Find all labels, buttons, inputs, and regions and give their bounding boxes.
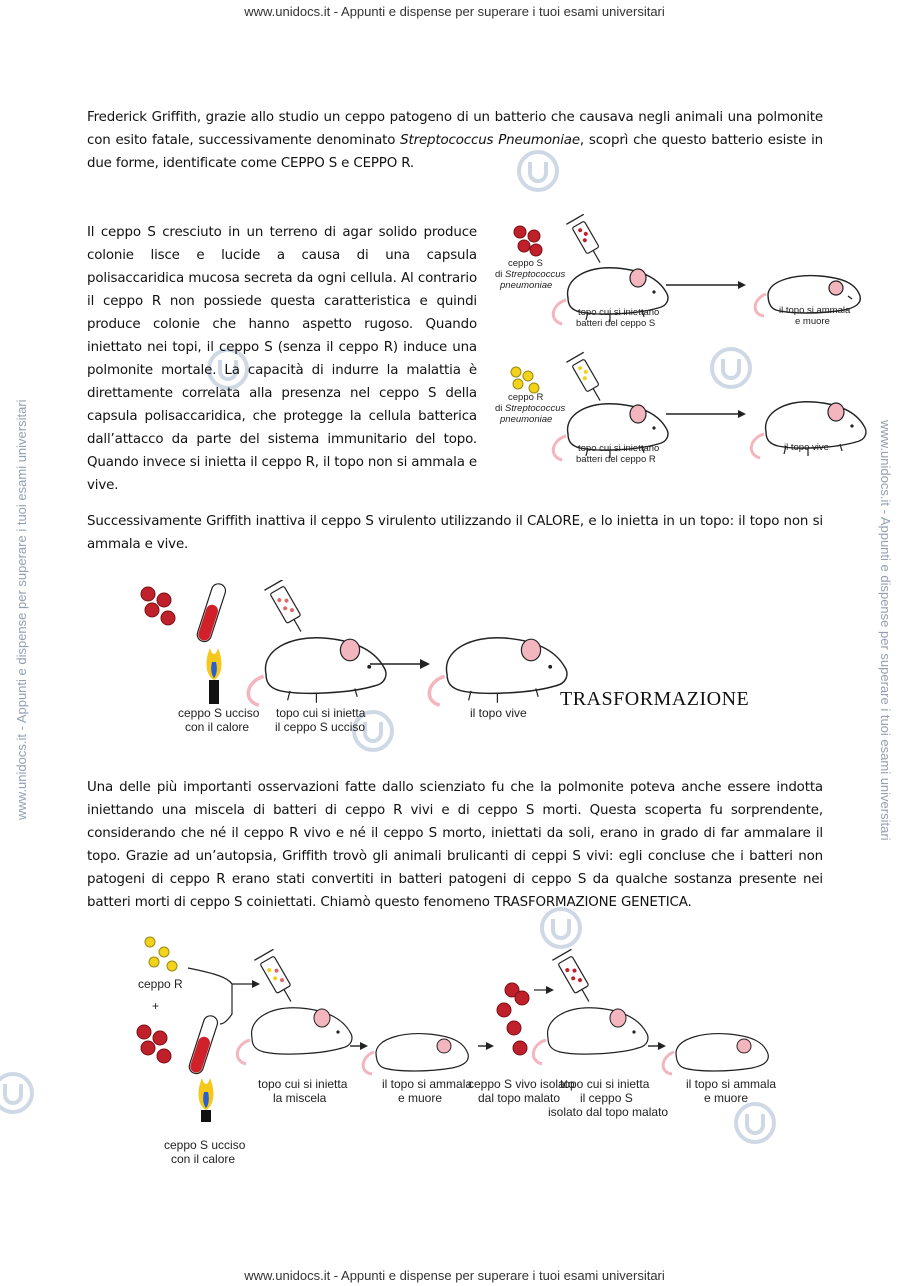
- killed-label-2: con il calore: [185, 720, 250, 734]
- transformation-paragraph: Una delle più importanti osservazioni fatte dallo scienziato fu che la polmonite poteva anche essere indotta iniettando una miscela di batteri di ceppo R vivi e di ceppo S morti. Questa scoperta fu sorprendente, considerando che né il ceppo R vivo e né il ceppo S morto, iniettati da soli, erano in grado di far ammalare il topo. Grazie ad un’autopsia, Griffith trovò gli animali brulicanti di ceppi S vivi: egli concluse che i batteri non patogeni di ceppo R erano stati convertiti in batteri patogeni di ceppo S da qualche sostanza presente nei batteri morti di ceppo S coiniettati. Chiamò questo fenomeno TRASFORMAZIONE GENETICA.: [87, 780, 823, 910]
- species-name: Streptococcus Pneumoniae: [400, 133, 580, 148]
- bracket-arrow-icon: [188, 968, 260, 1024]
- inject-label-2: il ceppo S ucciso: [275, 720, 366, 734]
- syringe-r-icon: [566, 352, 600, 400]
- row1-result-label: il topo si ammala: [779, 305, 851, 316]
- row1-strain-species: di Streptococcus: [495, 269, 566, 280]
- syringe-icon: [264, 580, 310, 637]
- syringe-s-icon: [566, 214, 600, 262]
- ceppo-r-bacteria-icon: [145, 937, 177, 971]
- figure-mixture-experiment: [128, 928, 788, 1173]
- inject-label: topo cui si inietta: [258, 1077, 348, 1091]
- mouse-sick-icon: [363, 1034, 468, 1074]
- heat-paragraph: Successivamente Griffith inattiva il ceppo S virulento utilizzando il CALORE, e lo inietta in un topo: il topo non si ammala e vive.: [87, 514, 823, 552]
- watermark-logo-icon: [0, 1070, 36, 1116]
- inject2-label-3: isolato dal topo malato: [548, 1105, 669, 1119]
- arrow-icon: [478, 1042, 494, 1050]
- arrow-icon: [648, 1042, 666, 1050]
- test-tube-icon: [195, 582, 227, 643]
- intro-text-a: Frederick Griffith, grazie allo studio un ceppo patogeno di un batterio che causava negli animali una polmonite con esito fatale, successivamente denominato: [87, 110, 823, 148]
- flame-icon: [207, 648, 222, 704]
- row1-inject-label: topo cui si iniettano: [578, 307, 660, 318]
- sick2-label-2: e muore: [704, 1091, 749, 1105]
- sick1-label-2: e muore: [398, 1091, 443, 1105]
- arrow-icon: [350, 1042, 368, 1050]
- strain-r-label: ceppo R: [138, 977, 183, 991]
- ceppo-s-bacteria-icon: [137, 1025, 171, 1063]
- plus-sign: +: [152, 999, 160, 1013]
- arrow-icon: [666, 281, 746, 289]
- mouse-alive-icon: [429, 638, 567, 705]
- ceppo-s-bacteria-icon: [514, 226, 542, 256]
- left-side-watermark: www.unidocs.it - Appunti e dispense per superare i tuoi esami universitari: [14, 399, 29, 820]
- result-label: il topo vive: [470, 706, 527, 720]
- killed-label: ceppo S ucciso: [164, 1138, 246, 1152]
- figure-strain-injection: [488, 212, 868, 474]
- killed-label-2: con il calore: [171, 1152, 236, 1166]
- inject-label: topo cui si inietta: [276, 706, 366, 720]
- row2-strain-species: di Streptococcus: [495, 403, 566, 414]
- killed-label: ceppo S ucciso: [178, 706, 260, 720]
- flame-icon: [199, 1078, 214, 1122]
- strain-description-paragraph: Il ceppo S cresciuto in un terreno di agar solido produce colonie lisce e lucide a causa di una capsula polisaccaridica mucosa secreta da ogni cellula. Al contrario il ceppo R non possiede questa caratteristica e quindi produce colonie che hanno aspetto rugoso. Quando iniettato nei topi, il ceppo S (senza il ceppo R) induce una polmonite mortale. La capacità di indurre la malattia è direttamente correlata alla presenza nel ceppo S della capsula polisaccaridica, che protegge la cellula batterica dall’attacco da parte del sistema immunitario del topo. Quando invece si inietta il ceppo R, il topo non si ammala e vive.: [87, 225, 477, 493]
- sick1-label: il topo si ammala: [382, 1077, 473, 1091]
- transformation-heading: TRASFORMAZIONE: [560, 688, 750, 710]
- ceppo-r-bacteria-icon: [511, 367, 539, 393]
- row1-result-label-2: e muore: [795, 316, 830, 327]
- mouse-injected-icon: [533, 1008, 648, 1064]
- ceppo-s-isolated-icon: [497, 983, 529, 1055]
- right-side-watermark: www.unidocs.it - Appunti e dispense per superare i tuoi esami universitari: [878, 420, 893, 841]
- row1-strain-label: ceppo S: [508, 258, 543, 269]
- ceppo-s-bacteria-icon: [141, 587, 175, 625]
- row2-inject-label-2: batteri del ceppo R: [576, 454, 656, 465]
- arrow-icon: [666, 410, 746, 418]
- mouse-injected-icon: [248, 638, 386, 705]
- inject2-label: topo cui si inietta: [560, 1077, 650, 1091]
- syringe-icon: [552, 949, 598, 1007]
- header-watermark: www.unidocs.it - Appunti e dispense per superare i tuoi esami universitari: [244, 4, 665, 19]
- test-tube-icon: [187, 1014, 219, 1075]
- sick2-label: il topo si ammala: [686, 1077, 777, 1091]
- row2-strain-label: ceppo R: [508, 392, 544, 403]
- arrow-icon: [534, 986, 554, 994]
- isolated-label-2: dal topo malato: [478, 1091, 561, 1105]
- row2-strain-species-2: pneumoniae: [500, 414, 553, 425]
- row2-result-label: il topo vive: [784, 442, 829, 453]
- isolated-label: ceppo S vivo isolato: [468, 1077, 575, 1091]
- syringe-icon: [254, 949, 300, 1007]
- intro-text-b: , scoprì che questo batterio esiste in due forme, identificate come CEPPO S e CEPPO R.: [87, 133, 824, 171]
- row1-inject-label-2: batteri del ceppo S: [576, 318, 656, 329]
- mouse-sick-icon: [663, 1034, 768, 1074]
- row1-strain-species-2: pneumoniae: [500, 280, 553, 291]
- figure-heat-killed: [130, 580, 780, 740]
- mouse-injected-icon: [237, 1008, 352, 1064]
- inject2-label-2: il ceppo S: [580, 1091, 633, 1105]
- intro-paragraph: [87, 106, 823, 175]
- row2-inject-label: topo cui si iniettano: [578, 443, 660, 454]
- inject-label-2: la miscela: [273, 1091, 327, 1105]
- footer-watermark: www.unidocs.it - Appunti e dispense per superare i tuoi esami universitari: [244, 1268, 665, 1283]
